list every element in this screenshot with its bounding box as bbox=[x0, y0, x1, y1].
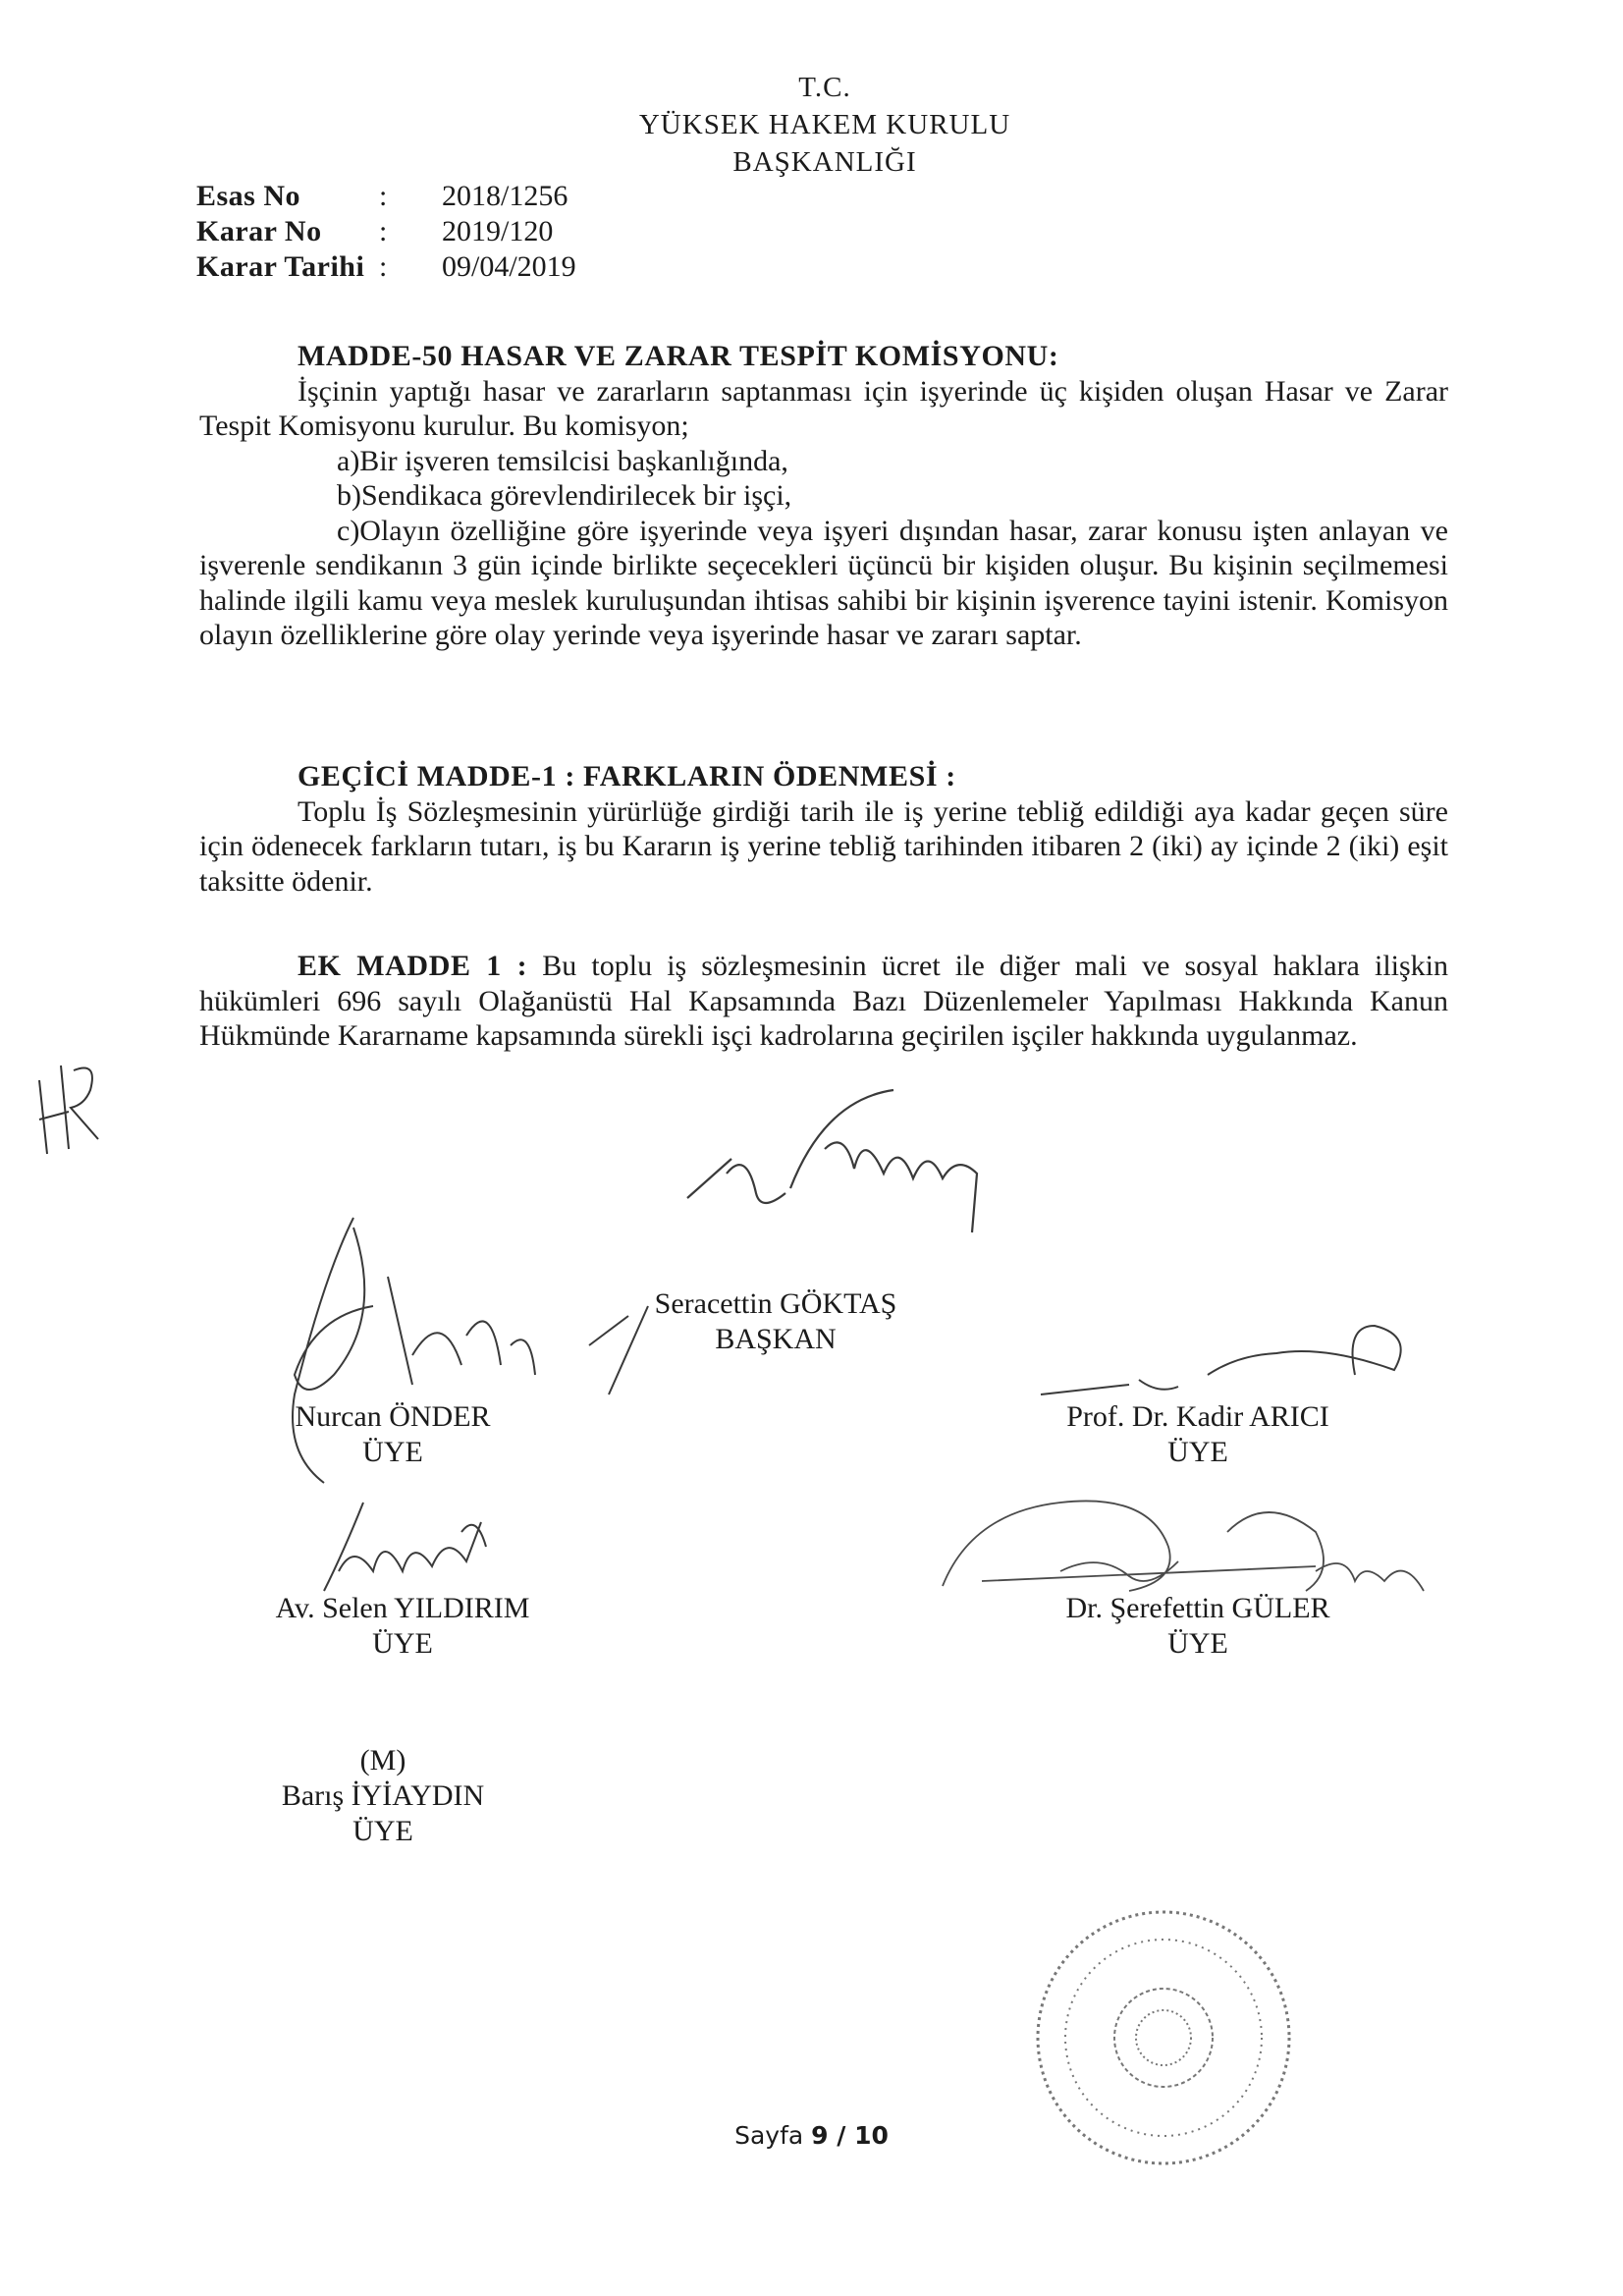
signatory-guler bbox=[1041, 1591, 1355, 1662]
ek-madde-text: Bu toplu iş sözleşmesinin ücret ile diğer mali ve sosyal haklara ilişkin hükümleri 696 sayılı Olağanüstü Hal Kapsamında Bazı Düzenlemeler Yapılması Hakkında Kanun Hükmünde Kararname kapsamında sürekli işçi kadrolarına geçirilen işçiler hakkında uygulanmaz. bbox=[199, 950, 1448, 1052]
gecici-madde-text: Toplu İş Sözleşmesinin yürürlüğe girdiği tarih ile iş yerine tebliğ edildiği aya kadar geçen süre için ödenecek farkların tutarı, iş bu Kararın iş yerine tebliğ tarihinden itibaren 2 (iki) ay içinde 2 (iki) eşit taksitte ödenir. bbox=[199, 794, 1448, 898]
madde-50-section bbox=[199, 339, 1448, 653]
guler-role: ÜYE bbox=[1167, 1627, 1228, 1660]
onder-name: Nurcan ÖNDER bbox=[295, 1400, 491, 1433]
yildirim-name: Av. Selen YILDIRIM bbox=[275, 1592, 530, 1624]
baskan-name: Seracettin GÖKTAŞ bbox=[654, 1287, 897, 1320]
esas-value: 2018/1256 bbox=[442, 180, 568, 212]
footer-prefix: Sayfa bbox=[734, 2121, 812, 2150]
tarih-row bbox=[196, 249, 576, 285]
esas-row bbox=[196, 179, 576, 214]
madde-50-heading: MADDE-50 HASAR VE ZARAR TESPİT KOMİSYONU: bbox=[298, 340, 1059, 372]
arici-role: ÜYE bbox=[1167, 1436, 1228, 1468]
onder-role: ÜYE bbox=[362, 1436, 423, 1468]
signatory-iyiaydin bbox=[236, 1743, 530, 1849]
esas-colon: : bbox=[379, 180, 388, 212]
header-institution: YÜKSEK HAKEM KURULU bbox=[638, 109, 1011, 140]
arici-name: Prof. Dr. Kadir ARICI bbox=[1066, 1400, 1329, 1433]
page-current: 9 bbox=[811, 2121, 829, 2150]
esas-label: Esas No bbox=[196, 180, 301, 212]
signatory-baskan bbox=[628, 1286, 923, 1357]
karar-colon: : bbox=[379, 215, 388, 247]
karar-label: Karar No bbox=[196, 215, 322, 247]
guler-signature bbox=[943, 1501, 1424, 1591]
iyiaydin-name: Barış İYİAYDIN bbox=[281, 1779, 485, 1812]
tarih-label: Karar Tarihi bbox=[196, 250, 365, 283]
signatory-arici bbox=[1041, 1399, 1355, 1470]
ek-madde-section bbox=[199, 949, 1448, 1054]
ek-madde-heading: EK MADDE 1 : bbox=[298, 950, 528, 982]
decision-meta bbox=[196, 179, 576, 285]
signatory-onder bbox=[245, 1399, 540, 1470]
baskan-signature bbox=[687, 1090, 977, 1232]
madde-50-item-a: a)Bir işveren temsilcisi başkanlığında, bbox=[337, 444, 788, 477]
karar-row bbox=[196, 214, 576, 249]
tarih-value: 09/04/2019 bbox=[442, 250, 576, 283]
iyiaydin-role: ÜYE bbox=[352, 1815, 413, 1847]
arici-signature bbox=[1041, 1326, 1401, 1394]
page-total: 10 bbox=[854, 2121, 889, 2150]
iyiaydin-note: (M) bbox=[359, 1744, 406, 1777]
madde-50-item-c: c)Olayın özelliğine göre işyerinde veya işyeri dışından hasar, zarar konusu işten anlayan ve işverenle sendikanın 3 gün içinde birlikte seçecekleri üçüncü bir kişiden oluşur. Bu kişinin seçilmemesi halinde ilgili kamu veya meslek kuruluşundan ihtisas sahibi bir kişinin işverence tayini istenir. Komisyon olayın özelliklerine göre olay yerinde veya işyerinde hasar ve zararı saptar. bbox=[199, 514, 1448, 651]
header-tc: T.C. bbox=[798, 72, 851, 103]
gecici-madde-section bbox=[199, 759, 1448, 899]
page-footer bbox=[0, 2121, 1623, 2150]
yildirim-signature bbox=[324, 1503, 486, 1591]
yildirim-role: ÜYE bbox=[372, 1627, 433, 1660]
madde-50-item-b: b)Sendikaca görevlendirilecek bir işçi, bbox=[337, 479, 792, 512]
page-separator: / bbox=[828, 2121, 855, 2150]
guler-name: Dr. Şerefettin GÜLER bbox=[1065, 1592, 1330, 1624]
ek-madde-paragraph bbox=[199, 949, 1448, 1054]
margin-initials-signature bbox=[39, 1066, 98, 1154]
baskan-role: BAŞKAN bbox=[715, 1323, 837, 1355]
gecici-madde-heading: GEÇİCİ MADDE-1 : FARKLARIN ÖDENMESİ : bbox=[298, 760, 956, 793]
signatory-yildirim bbox=[245, 1591, 560, 1662]
header-department: BAŞKANLIĞI bbox=[732, 146, 917, 178]
madde-50-intro: İşçinin yaptığı hasar ve zararların saptanması için işyerinde üç kişiden oluşan Hasar ve Zarar Tespit Komisyonu kurulur. Bu komisyon; bbox=[199, 374, 1448, 442]
tarih-colon: : bbox=[379, 250, 388, 283]
karar-value: 2019/120 bbox=[442, 215, 554, 247]
